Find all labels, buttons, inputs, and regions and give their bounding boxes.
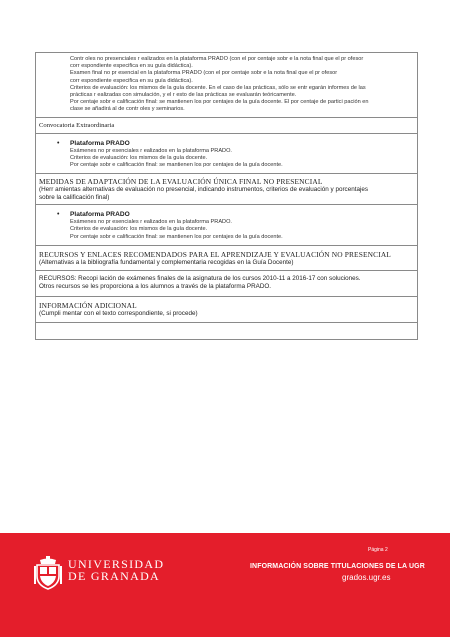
text-line: corr espondiente especifica en su guía didáctica). — [70, 63, 193, 70]
text-line: Otros recursos se les proporciona a los alumnos a través de la plataforma PRADO. — [39, 282, 272, 290]
text-line: Exámenes no pr esenciales r ealizados en la plataforma PRADO. — [70, 219, 232, 226]
extraordinaria-heading-row — [36, 118, 417, 134]
section-heading: RECURSOS Y ENLACES RECOMENDADOS PARA EL APRENDIZAJE Y EVALUACIÓN NO PRESENCIAL — [39, 249, 391, 259]
text-line: Criterios de evaluación: los mismos de la guía docente. — [70, 154, 208, 161]
bullet-title: Plataforma PRADO — [70, 211, 130, 219]
bullet-details — [39, 219, 414, 241]
text-line: RECURSOS: Recopi lación de exámenes finales de la asignatura de los cursos 2010-11 a 2016-17 con soluciones. — [39, 274, 361, 282]
extraordinaria-content-row — [36, 134, 417, 175]
recursos-content-row — [36, 271, 417, 297]
text-line: Por centaje sobr e calificación final: se mantienen los por centajes de la guía docente. — [70, 162, 283, 169]
titulaciones-info-label: INFORMACIÓN SOBRE TITULACIONES DE LA UGR — [250, 563, 425, 570]
online-evaluation-text — [39, 56, 414, 114]
text-line: Por centaje sobr e calificación final: se mantienen los por centajes de la guía docente. El por centaje de partici pación en — [70, 99, 369, 106]
medidas-content-row — [36, 205, 417, 246]
text-line: Examen final no pr esencial en la plataforma PRADO (con el por centaje sobr e la nota final que el pr ofesor — [70, 70, 338, 77]
bullet-title: Plataforma PRADO — [70, 139, 130, 147]
university-crest-icon — [34, 556, 62, 590]
medidas-heading-row — [36, 174, 417, 205]
text-line: corr espondiente especifica en su guía didáctica). — [70, 77, 193, 84]
university-name-line2: DE GRANADA — [68, 569, 160, 583]
text-line: prácticas r ealizadas con simulación, y el r esto de las prácticas se evaluarán teóricamente. — [70, 92, 297, 99]
text-line: Criterios de evaluación: los mismos de la guía docente. — [70, 226, 208, 233]
section-heading: MEDIDAS DE ADAPTACIÓN DE LA EVALUACIÓN ÚNICA FINAL NO PRESENCIAL — [39, 177, 323, 187]
section-subheading: sobre la calificación final) — [39, 194, 110, 202]
text-line: Contr oles no presenciales r ealizados en la plataforma PRADO (con el por centaje sobr e la nota final que el pr ofesor — [70, 56, 364, 62]
bullet-item — [39, 211, 414, 219]
text-line: Criterios de evaluación: los mismos de la guía docente. En el caso de las prácticas, sólo se entr egarán informes de las — [70, 84, 366, 91]
section-heading: INFORMACIÓN ADICIONAL — [39, 300, 137, 310]
section-heading: Convocatoria Extraordinaria — [39, 121, 115, 129]
grados-link[interactable]: grados.ugr.es — [342, 573, 391, 582]
text-line: Exámenes no pr esenciales r ealizados en la plataforma PRADO. — [70, 147, 232, 154]
bullet-icon: • — [57, 139, 60, 147]
university-name-line1: UNIVERSIDAD — [68, 557, 165, 571]
adicional-heading-row — [36, 297, 417, 323]
bullet-icon: • — [57, 211, 60, 219]
text-line: clase se añadirá al de contr oles y seminarios. — [70, 106, 185, 113]
adicional-content-row — [36, 323, 417, 340]
recursos-heading-row — [36, 246, 417, 271]
online-evaluation-section — [36, 53, 417, 118]
bullet-details — [39, 148, 414, 170]
guide-table — [35, 52, 418, 340]
text-line: Por centaje sobr e calificación final: se mantienen los por centajes de la guía docente. — [70, 233, 283, 240]
page-number: Página 2 — [368, 547, 388, 553]
bullet-item — [39, 140, 414, 148]
section-subheading: (Cumpli mentar con el texto correspondiente, si procede) — [39, 309, 198, 317]
section-subheading: (Herr amientas alternativas de evaluación no presencial, indicando instrumentos, criterios de evaluación y porcentajes — [39, 186, 369, 194]
section-subheading: (Alternativas a la bibliografía fundamental y complementaria recogidas en la Guía Docente) — [39, 258, 294, 266]
